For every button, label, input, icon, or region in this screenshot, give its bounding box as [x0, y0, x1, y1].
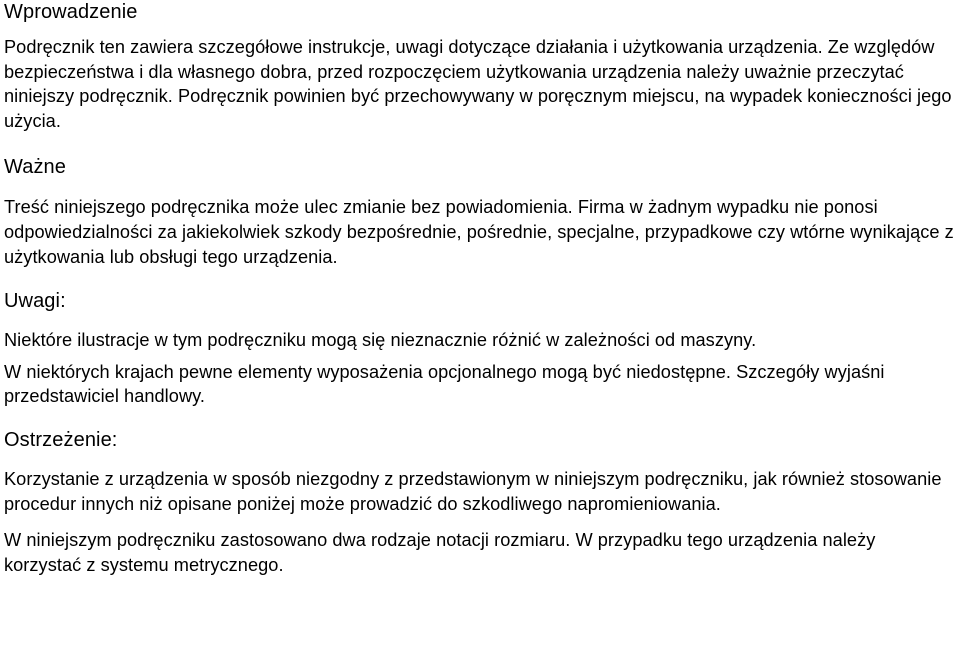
paragraph-wazne: Treść niniejszego podręcznika może ulec zmianie bez powiadomienia. Firma w żadnym wypadku nie ponosi odpowiedzialności za jakiekolwiek szkody bezpośrednie, pośrednie, specjalne, przypadkowe czy wtórne wynikające z użytkowania lub obsługi tego urządzenia.: [4, 197, 954, 267]
paragraph-intro: Podręcznik ten zawiera szczegółowe instrukcje, uwagi dotyczące działania i użytkowania urządzenia. Ze względów bezpieczeństwa i dla własnego dobra, przed rozpoczęciem użytkowania urządzenia należy uważnie przeczytać niniejszy podręcznik. Podręcznik powinien być przechowywany w poręcznym miejscu, na wypadek konieczności jego użycia.: [4, 37, 952, 131]
paragraph-uwagi-2: W niektórych krajach pewne elementy wyposażenia opcjonalnego mogą być niedostępne. Szczegóły wyjaśni przedstawiciel handlowy.: [4, 361, 885, 407]
paragraph-ostrzezenie-2: W niniejszym podręczniku zastosowano dwa rodzaje notacji rozmiaru. W przypadku tego urządzenia należy korzystać z systemu metrycznego.: [4, 530, 876, 575]
paragraph-ostrzezenie-1: Korzystanie z urządzenia w sposób niezgodny z przedstawionym w niniejszym podręczniku, jak również stosowanie procedur innych niż opisane poniżej może prowadzić do szkodliwego napromieniowania.: [4, 468, 942, 514]
heading-wazne: Ważne: [4, 156, 67, 179]
document-page: [0, 1, 960, 649]
heading-ostrzezenie: Ostrzeżenie:: [4, 428, 118, 451]
paragraph-uwagi-1: Niektóre ilustracje w tym podręczniku mogą się nieznacznie różnić w zależności od maszyny.: [4, 330, 757, 351]
heading-wprowadzenie: Wprowadzenie: [4, 1, 138, 23]
heading-uwagi: Uwagi:: [4, 290, 66, 313]
